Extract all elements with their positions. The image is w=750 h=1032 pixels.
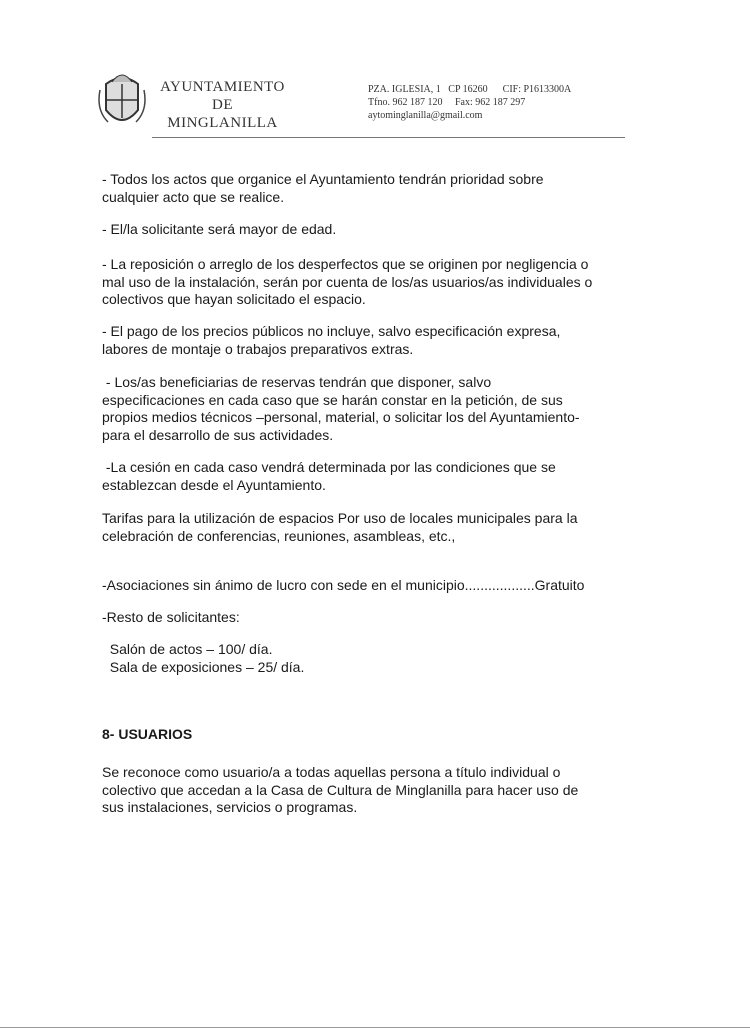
- text-line: Salón de actos – 100/ día.: [102, 641, 273, 657]
- paragraph: [102, 459, 556, 494]
- text-line: Se reconoce como usuario/a a todas aquellas persona a título individual o: [102, 764, 561, 780]
- paragraph: [102, 221, 336, 239]
- org-line: AYUNTAMIENTO: [160, 79, 285, 95]
- text-line: establezcan desde el Ayuntamiento.: [102, 476, 326, 493]
- text-line: Sala de exposiciones – 25/ día.: [102, 658, 305, 675]
- text-line: celebración de conferencias, reuniones, asambleas, etc.,: [102, 527, 456, 544]
- paragraph: [102, 764, 578, 817]
- section-heading: [102, 726, 192, 744]
- cif: CIF: P1613300A: [502, 84, 572, 95]
- text-line: -La cesión en cada caso vendrá determinada por las condiciones que se: [102, 459, 556, 475]
- paragraph: [102, 171, 544, 206]
- text-line: mal uso de la instalación, serán por cuenta de los/as usuarios/as individuales o: [102, 273, 593, 290]
- paragraph: [102, 323, 560, 358]
- organization-name: [150, 78, 295, 132]
- text-line: -Asociaciones sin ánimo de lucro con sede en el municipio..................Gratuito: [102, 577, 585, 593]
- text-line: - El pago de los precios públicos no incluye, salvo especificación expresa,: [102, 323, 561, 339]
- text-line: para el desarrollo de sus actividades.: [102, 426, 334, 443]
- text-line: - Todos los actos que organice el Ayuntamiento tendrán prioridad sobre: [102, 171, 544, 187]
- paragraph: [102, 609, 240, 627]
- paragraph: [102, 256, 592, 309]
- paragraph: [102, 577, 584, 595]
- fax: Fax: 962 187 297: [454, 97, 526, 108]
- text-line: colectivos que hayan solicitado el espacio.: [102, 291, 366, 307]
- text-line: - La reposición o arreglo de los desperfectos que se originen por negligencia o: [102, 256, 589, 272]
- text-line: colectivo que accedan a la Casa de Cultura de Minglanilla para hacer uso de: [102, 781, 579, 798]
- text-line: -Resto de solicitantes:: [102, 609, 240, 625]
- heading-text: 8- USUARIOS: [102, 726, 193, 742]
- contact-info: [368, 83, 571, 122]
- text-line: - El/la solicitante será mayor de edad.: [102, 221, 337, 237]
- text-line: sus instalaciones, servicios o programas.: [102, 799, 358, 815]
- email: aytominglanilla@gmail.com: [368, 110, 483, 121]
- text-line: labores de montaje o trabajos preparativos extras.: [102, 340, 414, 357]
- text-line: - Los/as beneficiarias de reservas tendrán que disponer, salvo: [102, 374, 492, 390]
- phone: Tfno. 962 187 120: [368, 97, 443, 108]
- postal-code: CP 16260: [448, 84, 488, 95]
- paragraph: [102, 641, 304, 676]
- header-divider: [152, 137, 625, 138]
- text-line: Tarifas para la utilización de espacios Por uso de locales municipales para la: [102, 510, 578, 526]
- text-line: cualquier acto que se realice.: [102, 188, 285, 205]
- org-line: MINGLANILLA: [167, 115, 278, 131]
- text-line: propios medios técnicos –personal, material, o solicitar los del Ayuntamiento-: [102, 409, 580, 425]
- coat-of-arms-icon: [96, 70, 148, 132]
- text-line: especificaciones en cada caso que se harán constar en la petición, de sus: [102, 391, 563, 408]
- address: PZA. IGLESIA, 1: [368, 84, 441, 95]
- paragraph: [102, 510, 577, 545]
- paragraph: [102, 374, 580, 444]
- org-line: DE: [212, 97, 233, 113]
- scan-edge: [0, 1027, 750, 1028]
